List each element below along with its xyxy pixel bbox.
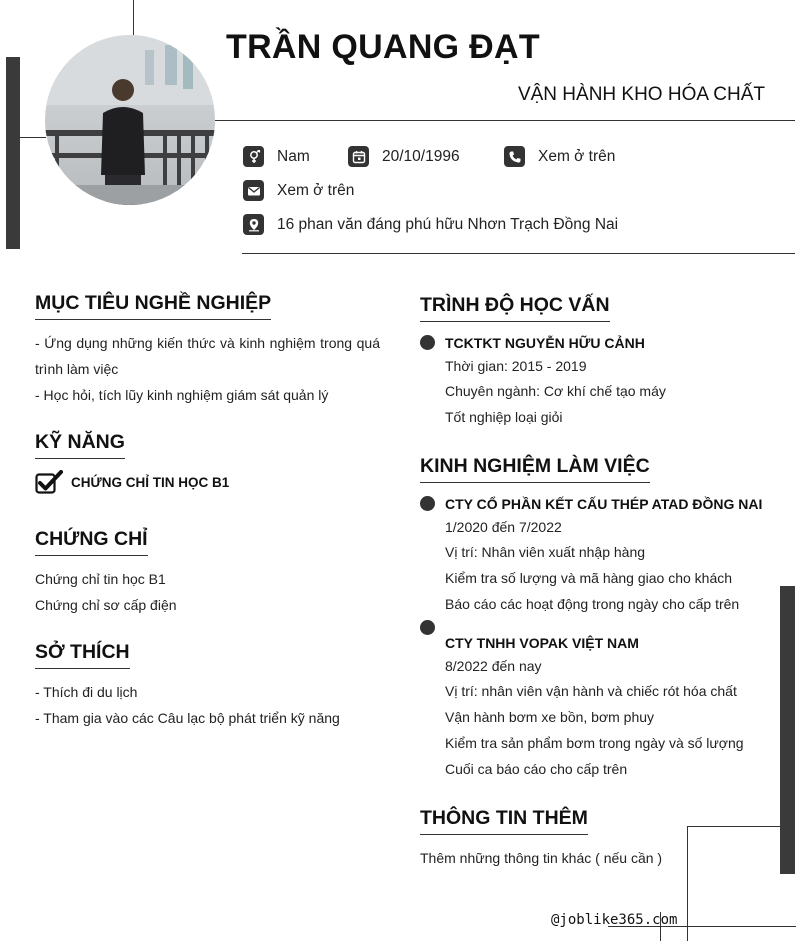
job-line: Vận hành bơm xe bồn, bơm phuy xyxy=(445,709,655,725)
checkbox-checked-icon xyxy=(35,470,63,494)
address-value: 16 phan văn đáng phú hữu Nhơn Trạch Đồng Nai xyxy=(277,215,619,233)
gender-icon xyxy=(243,146,264,167)
phone-icon xyxy=(504,146,525,167)
info-divider xyxy=(242,253,795,254)
job-line: Cuối ca báo cáo cho cấp trên xyxy=(445,761,628,777)
corner-frame-top xyxy=(687,826,780,827)
hobbies-heading: SỞ THÍCH xyxy=(35,641,130,669)
calendar-icon xyxy=(348,146,369,167)
mail-icon xyxy=(243,180,264,201)
experience-heading: KINH NGHIỆM LÀM VIỆC xyxy=(420,455,650,483)
extra-heading: THÔNG TIN THÊM xyxy=(420,807,588,835)
job-company: CTY TNHH VOPAK VIỆT NAM xyxy=(445,635,639,651)
job-bullet xyxy=(420,496,435,511)
candidate-name: TRẦN QUANG ĐẠT xyxy=(226,28,540,66)
birthday-info xyxy=(348,146,460,167)
education-heading: TRÌNH ĐỘ HỌC VẤN xyxy=(420,294,610,322)
gender-value: Nam xyxy=(277,147,310,165)
skill-item xyxy=(35,470,229,494)
objective-line: - Học hỏi, tích lũy kinh nghiệm giám sát quản lý xyxy=(35,387,329,403)
top-vertical-line xyxy=(133,0,134,36)
job-line: Kiểm tra số lượng và mã hàng giao cho khách xyxy=(445,570,733,586)
job-period: 1/2020 đến 7/2022 xyxy=(445,519,562,535)
job-line: Vị trí: nhân viên vận hành và chiếc rót hóa chất xyxy=(445,683,737,699)
skill-label: CHỨNG CHỈ TIN HỌC B1 xyxy=(71,474,230,490)
hobby-item: - Thích đi du lịch xyxy=(35,684,138,700)
job-period: 8/2022 đến nay xyxy=(445,658,542,674)
certificates-heading: CHỨNG CHỈ xyxy=(35,528,148,556)
corner-frame-left xyxy=(687,826,688,941)
location-icon xyxy=(243,214,264,235)
gender-info xyxy=(243,146,310,167)
education-line: Thời gian: 2015 - 2019 xyxy=(445,358,587,374)
job-bullet xyxy=(420,620,435,635)
phone-info xyxy=(504,146,615,167)
objective-heading: MỤC TIÊU NGHỀ NGHIỆP xyxy=(35,292,271,320)
email-info xyxy=(243,180,354,201)
hobby-item: - Tham gia vào các Câu lạc bộ phát triển kỹ năng xyxy=(35,710,340,726)
phone-value: Xem ở trên xyxy=(538,147,616,165)
certificate-item: Chứng chỉ tin học B1 xyxy=(35,571,166,587)
certificate-item: Chứng chỉ sơ cấp điện xyxy=(35,597,177,613)
address-info xyxy=(243,214,618,235)
right-accent-bar xyxy=(780,586,795,874)
avatar xyxy=(45,35,215,205)
education-bullet xyxy=(420,335,435,350)
job-company: CTY CỔ PHẦN KẾT CẤU THÉP ATAD ĐỒNG NAI xyxy=(445,496,763,512)
skills-heading: KỸ NĂNG xyxy=(35,431,125,459)
job-line: Báo cáo các hoạt động trong ngày cho cấp trên xyxy=(445,596,740,612)
extra-text: Thêm những thông tin khác ( nếu cần ) xyxy=(420,850,663,866)
job-line: Vị trí: Nhân viên xuất nhập hàng xyxy=(445,544,646,560)
job-line: Kiểm tra sản phẩm bơm trong ngày và số lượng xyxy=(445,735,744,751)
birthday-value: 20/10/1996 xyxy=(382,147,460,165)
objective-line: - Ứng dụng những kiến thức và kinh nghiệm trong quá trình làm việc xyxy=(35,335,380,377)
school-name: TCKTKT NGUYỄN HỮU CẢNH xyxy=(445,335,645,351)
education-line: Chuyên ngành: Cơ khí chế tạo máy xyxy=(445,383,666,399)
brand-watermark: @joblike365.com xyxy=(551,912,678,928)
job-title: VẬN HÀNH KHO HÓA CHẤT xyxy=(517,84,765,105)
left-accent-bar xyxy=(6,57,20,249)
education-line: Tốt nghiệp loại giỏi xyxy=(445,409,563,425)
header-divider xyxy=(215,120,795,121)
email-value: Xem ở trên xyxy=(277,181,355,199)
left-horizontal-line xyxy=(20,137,46,138)
